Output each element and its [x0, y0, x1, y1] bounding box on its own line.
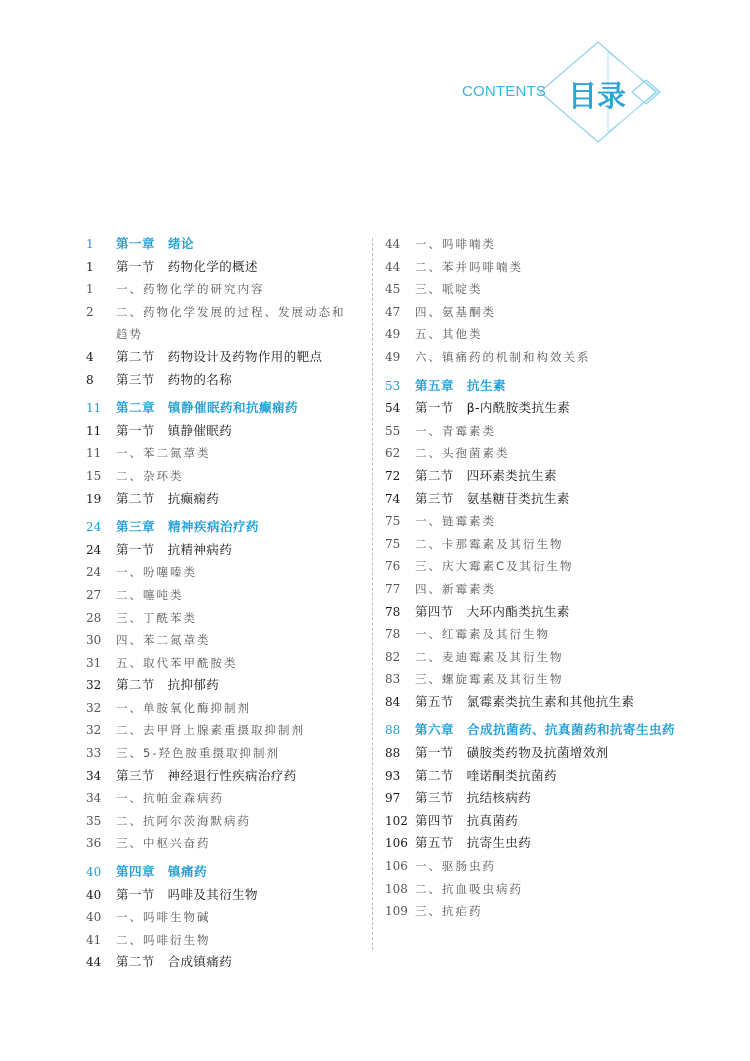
toc-item-row[interactable] [385, 233, 675, 256]
toc-page-number: 78 [385, 627, 401, 642]
toc-page-number: 30 [86, 633, 102, 648]
toc-entry-title: 三、庆大霉素C及其衍生物 [415, 559, 574, 574]
toc-page-number: 88 [385, 746, 401, 761]
toc-page-number: 44 [86, 955, 102, 970]
toc-item-row[interactable] [385, 420, 675, 443]
toc-page-number: 2 [86, 304, 94, 319]
toc-page-number: 11 [86, 423, 102, 438]
toc-entry-title: 六、镇痛药的机制和构效关系 [415, 349, 591, 364]
toc-page-number: 47 [385, 304, 401, 319]
toc-page-number: 45 [385, 282, 401, 297]
toc-section-row[interactable] [86, 346, 348, 369]
toc-entry-title: 第一节 药物化学的概述 [116, 258, 258, 274]
toc-page-number: 88 [385, 723, 401, 738]
toc-page-number: 1 [86, 259, 94, 274]
toc-page-number: 54 [385, 401, 401, 416]
toc-item-row[interactable] [86, 697, 348, 720]
toc-page-number: 84 [385, 694, 401, 709]
toc-page-number: 75 [385, 536, 401, 551]
toc-item-row[interactable] [385, 323, 675, 346]
toc-entry-title: 一、青霉素类 [415, 423, 496, 438]
toc-section-row[interactable] [86, 256, 348, 279]
toc-entry-title: 四、苯二氮䓬类 [116, 633, 211, 648]
toc-entry-title: 二、噻吨类 [116, 587, 184, 602]
toc-entry-title: 五、其他类 [415, 327, 483, 342]
toc-item-row[interactable] [385, 278, 675, 301]
toc-item-row[interactable] [86, 607, 348, 630]
toc-entry-title: 第二章 镇静催眠药和抗癫痫药 [116, 400, 299, 416]
diamond-frame-icon [0, 0, 750, 150]
toc-page-number: 44 [385, 259, 401, 274]
toc-page-number: 27 [86, 587, 102, 602]
toc-page-number: 32 [86, 723, 102, 738]
toc-entry-title: 第一章 绪论 [116, 236, 195, 251]
toc-page-number: 75 [385, 514, 401, 529]
toc-entry-title: 第二节 抗癫痫药 [116, 490, 220, 506]
toc-chapter-row[interactable] [385, 375, 675, 398]
toc-page-number: 74 [385, 491, 401, 506]
toc-left-column [86, 233, 348, 974]
toc-entry-title: 第三节 神经退行性疾病治疗药 [116, 767, 297, 783]
toc-section-row[interactable] [86, 765, 348, 788]
toc-item-row[interactable] [385, 578, 675, 601]
toc-entry-title: 第三章 精神疾病治疗药 [116, 519, 260, 535]
toc-entry-title: 第二节 药物设计及药物作用的靶点 [116, 348, 323, 364]
toc-entry-title: 第三节 氨基糖苷类抗生素 [415, 490, 570, 506]
toc-page-number: 4 [86, 349, 94, 364]
toc-entry-title: 四、新霉素类 [415, 581, 496, 596]
toc-page-number: 76 [385, 559, 401, 574]
toc-page-number: 72 [385, 468, 401, 483]
toc-entry-title: 一、吩噻嗪类 [116, 565, 197, 580]
toc-item-row[interactable] [86, 465, 348, 488]
toc-section-row[interactable] [385, 601, 675, 624]
toc-chapter-row[interactable] [86, 397, 348, 420]
toc-entry-title: 一、药物化学的研究内容 [116, 282, 265, 297]
toc-entry-title: 三、丁酰苯类 [116, 610, 197, 625]
toc-entry-title: 第五节 抗寄生虫药 [415, 835, 532, 851]
column-divider [372, 238, 373, 950]
toc-section-row[interactable] [385, 465, 675, 488]
toc-entry-title: 一、单胺氧化酶抑制剂 [116, 700, 251, 715]
toc-page-number: 8 [86, 372, 94, 387]
toc-page-number: 28 [86, 610, 102, 625]
toc-page-number: 15 [86, 468, 102, 483]
toc-page-number: 108 [385, 881, 408, 896]
toc-entry-title: 五、取代苯甲酰胺类 [116, 655, 238, 670]
toc-section-row[interactable] [86, 884, 348, 907]
toc-entry-title: 第二节 喹诺酮类抗菌药 [415, 767, 557, 783]
toc-entry-title: 第二节 抗抑郁药 [116, 677, 220, 693]
toc-entry-title: 第一节 镇静催眠药 [116, 422, 233, 438]
toc-item-row[interactable] [86, 906, 348, 929]
toc-entry-title: 二、药物化学发展的过程、发展动态和趋势 [116, 304, 346, 342]
toc-item-row[interactable] [86, 929, 348, 952]
toc-entry-title: 二、抗血吸虫病药 [415, 881, 523, 896]
toc-entry-title: 第二节 合成镇痛药 [116, 954, 233, 970]
toc-page-number: 49 [385, 349, 401, 364]
toc-page-number: 19 [86, 491, 102, 506]
toc-item-row[interactable] [86, 278, 348, 301]
toc-item-row[interactable] [385, 510, 675, 533]
toc-item-row[interactable] [86, 301, 348, 346]
toc-page-number: 32 [86, 678, 102, 693]
toc-entry-title: 二、麦迪霉素及其衍生物 [415, 649, 564, 664]
toc-section-row[interactable] [86, 369, 348, 392]
toc-item-row[interactable] [86, 832, 348, 855]
toc-entry-title: 第六章 合成抗菌药、抗真菌药和抗寄生虫药 [415, 722, 676, 738]
toc-entry-title: 二、卡那霉素及其衍生物 [415, 536, 564, 551]
toc-page-number: 40 [86, 910, 102, 925]
toc-section-row[interactable] [86, 420, 348, 443]
toc-entry-title: 第五章 抗生素 [415, 377, 507, 393]
toc-entry-title: 第四章 镇痛药 [116, 864, 208, 880]
toc-entry-title: 三、螺旋霉素及其衍生物 [415, 672, 564, 687]
toc-entry-title: 三、5-羟色胺重摄取抑制剂 [116, 746, 280, 761]
toc-section-row[interactable] [385, 810, 675, 833]
toc-item-row[interactable] [385, 442, 675, 465]
toc-entry-title: 一、吗啡喃类 [415, 237, 496, 251]
toc-page-number: 24 [86, 520, 102, 535]
toc-entry-title: 四、氨基酮类 [415, 304, 496, 319]
toc-page-number: 31 [86, 655, 102, 670]
toc-page-number: 40 [86, 887, 102, 902]
toc-entry-title: 第三节 抗结核病药 [415, 790, 532, 806]
toc-item-row[interactable] [385, 623, 675, 646]
toc-entry-title: 三、哌啶类 [415, 282, 483, 297]
toc-entry-title: 第三节 药物的名称 [116, 371, 233, 387]
toc-item-row[interactable] [385, 256, 675, 279]
toc-entry-title: 二、杂环类 [116, 468, 184, 483]
toc-item-row[interactable] [86, 629, 348, 652]
toc-page-number: 34 [86, 768, 102, 783]
toc-section-row[interactable] [86, 951, 348, 974]
toc-item-row[interactable] [86, 561, 348, 584]
toc-entry-title: 一、抗帕金森病药 [116, 791, 224, 806]
toc-entry-title: 二、吗啡衍生物 [116, 932, 211, 947]
toc-entry-title: 一、苯二氮䓬类 [116, 446, 211, 461]
toc-item-row[interactable] [385, 900, 675, 923]
toc-page-number: 77 [385, 581, 401, 596]
toc-chapter-row[interactable] [385, 719, 675, 742]
toc-entry-title: 第一节 吗啡及其衍生物 [116, 886, 258, 902]
toc-entry-title: 一、红霉素及其衍生物 [415, 627, 550, 642]
toc-entry-title: 二、头孢菌素类 [415, 446, 510, 461]
toc-chapter-row[interactable] [86, 861, 348, 884]
toc-item-row[interactable] [385, 533, 675, 556]
toc-page-number: 33 [86, 746, 102, 761]
toc-entry-title: 第四节 大环内酯类抗生素 [415, 603, 570, 619]
contents-word: CONTENTS [462, 83, 547, 100]
toc-page-number: 24 [86, 542, 102, 557]
toc-page-number: 1 [86, 282, 94, 297]
toc-item-row[interactable] [86, 810, 348, 833]
toc-page-number: 36 [86, 836, 102, 851]
toc-page-number: 49 [385, 327, 401, 342]
toc-entry-title: 一、驱肠虫药 [415, 859, 496, 874]
toc-entry-title: 第五节 氯霉素类抗生素和其他抗生素 [415, 693, 635, 709]
toc-item-row[interactable] [385, 346, 675, 369]
toc-section-row[interactable] [385, 488, 675, 511]
toc-page-number: 44 [385, 237, 401, 251]
toc-page-number: 83 [385, 672, 401, 687]
toc-section-row[interactable] [385, 742, 675, 765]
toc-page-number: 106 [385, 859, 408, 874]
toc-entry-title: 二、抗阿尔茨海默病药 [116, 813, 251, 828]
toc-page-number: 24 [86, 565, 102, 580]
toc-entry-title: 二、去甲肾上腺素重摄取抑制剂 [116, 723, 305, 738]
toc-page-number: 97 [385, 791, 401, 806]
toc-page-number: 11 [86, 446, 102, 461]
toc-entry-title: 三、中枢兴奋药 [116, 836, 211, 851]
toc-item-row[interactable] [385, 855, 675, 878]
page-title: 目录 [568, 79, 627, 113]
toc-page-number: 35 [86, 813, 102, 828]
toc-entry-title: 第一节 抗精神病药 [116, 541, 233, 557]
toc-entry-title: 三、抗疟药 [415, 904, 483, 919]
toc-page-number: 40 [86, 865, 102, 880]
toc-section-row[interactable] [385, 787, 675, 810]
toc-item-row[interactable] [385, 301, 675, 324]
toc-page-number: 41 [86, 932, 102, 947]
toc-page-number: 11 [86, 401, 102, 416]
toc-entry-title: 第二节 四环素类抗生素 [415, 467, 557, 483]
toc-item-row[interactable] [86, 442, 348, 465]
toc-entry-title: 一、吗啡生物碱 [116, 910, 211, 925]
toc-entry-title: 第一节 磺胺类药物及抗菌增效剂 [415, 745, 609, 761]
toc-page-number: 82 [385, 649, 401, 664]
toc-page-number: 106 [385, 836, 408, 851]
toc-page-number: 32 [86, 700, 102, 715]
toc-item-row[interactable] [86, 719, 348, 742]
toc-chapter-row[interactable] [86, 516, 348, 539]
toc-page-number: 1 [86, 237, 94, 251]
toc-page-number: 53 [385, 378, 401, 393]
toc-page-number: 34 [86, 791, 102, 806]
toc-entry-title: 二、苯并吗啡喃类 [415, 259, 523, 274]
toc-item-row[interactable] [385, 668, 675, 691]
contents-header [0, 0, 750, 150]
toc-right-column [385, 233, 675, 923]
toc-page-number: 93 [385, 768, 401, 783]
toc-page-number: 109 [385, 904, 408, 919]
toc-section-row[interactable] [385, 765, 675, 788]
toc-page-number: 102 [385, 813, 408, 828]
toc-section-row[interactable] [385, 397, 675, 420]
toc-section-row[interactable] [86, 488, 348, 511]
toc-section-row[interactable] [385, 691, 675, 714]
toc-item-row[interactable] [86, 742, 348, 765]
toc-entry-title: 第四节 抗真菌药 [415, 812, 519, 828]
toc-chapter-row[interactable] [86, 233, 348, 256]
toc-item-row[interactable] [86, 787, 348, 810]
toc-item-row[interactable] [86, 584, 348, 607]
toc-item-row[interactable] [385, 878, 675, 901]
toc-item-row[interactable] [86, 652, 348, 675]
toc-entry-title: 第一节 β-内酰胺类抗生素 [415, 400, 571, 416]
toc-page-number: 62 [385, 446, 401, 461]
toc-entry-title: 一、链霉素类 [415, 514, 496, 529]
toc-item-row[interactable] [385, 646, 675, 669]
toc-page-number: 78 [385, 604, 401, 619]
toc-section-row[interactable] [86, 539, 348, 562]
toc-page-number: 55 [385, 423, 401, 438]
toc-item-row[interactable] [385, 555, 675, 578]
toc-section-row[interactable] [86, 674, 348, 697]
toc-section-row[interactable] [385, 832, 675, 855]
